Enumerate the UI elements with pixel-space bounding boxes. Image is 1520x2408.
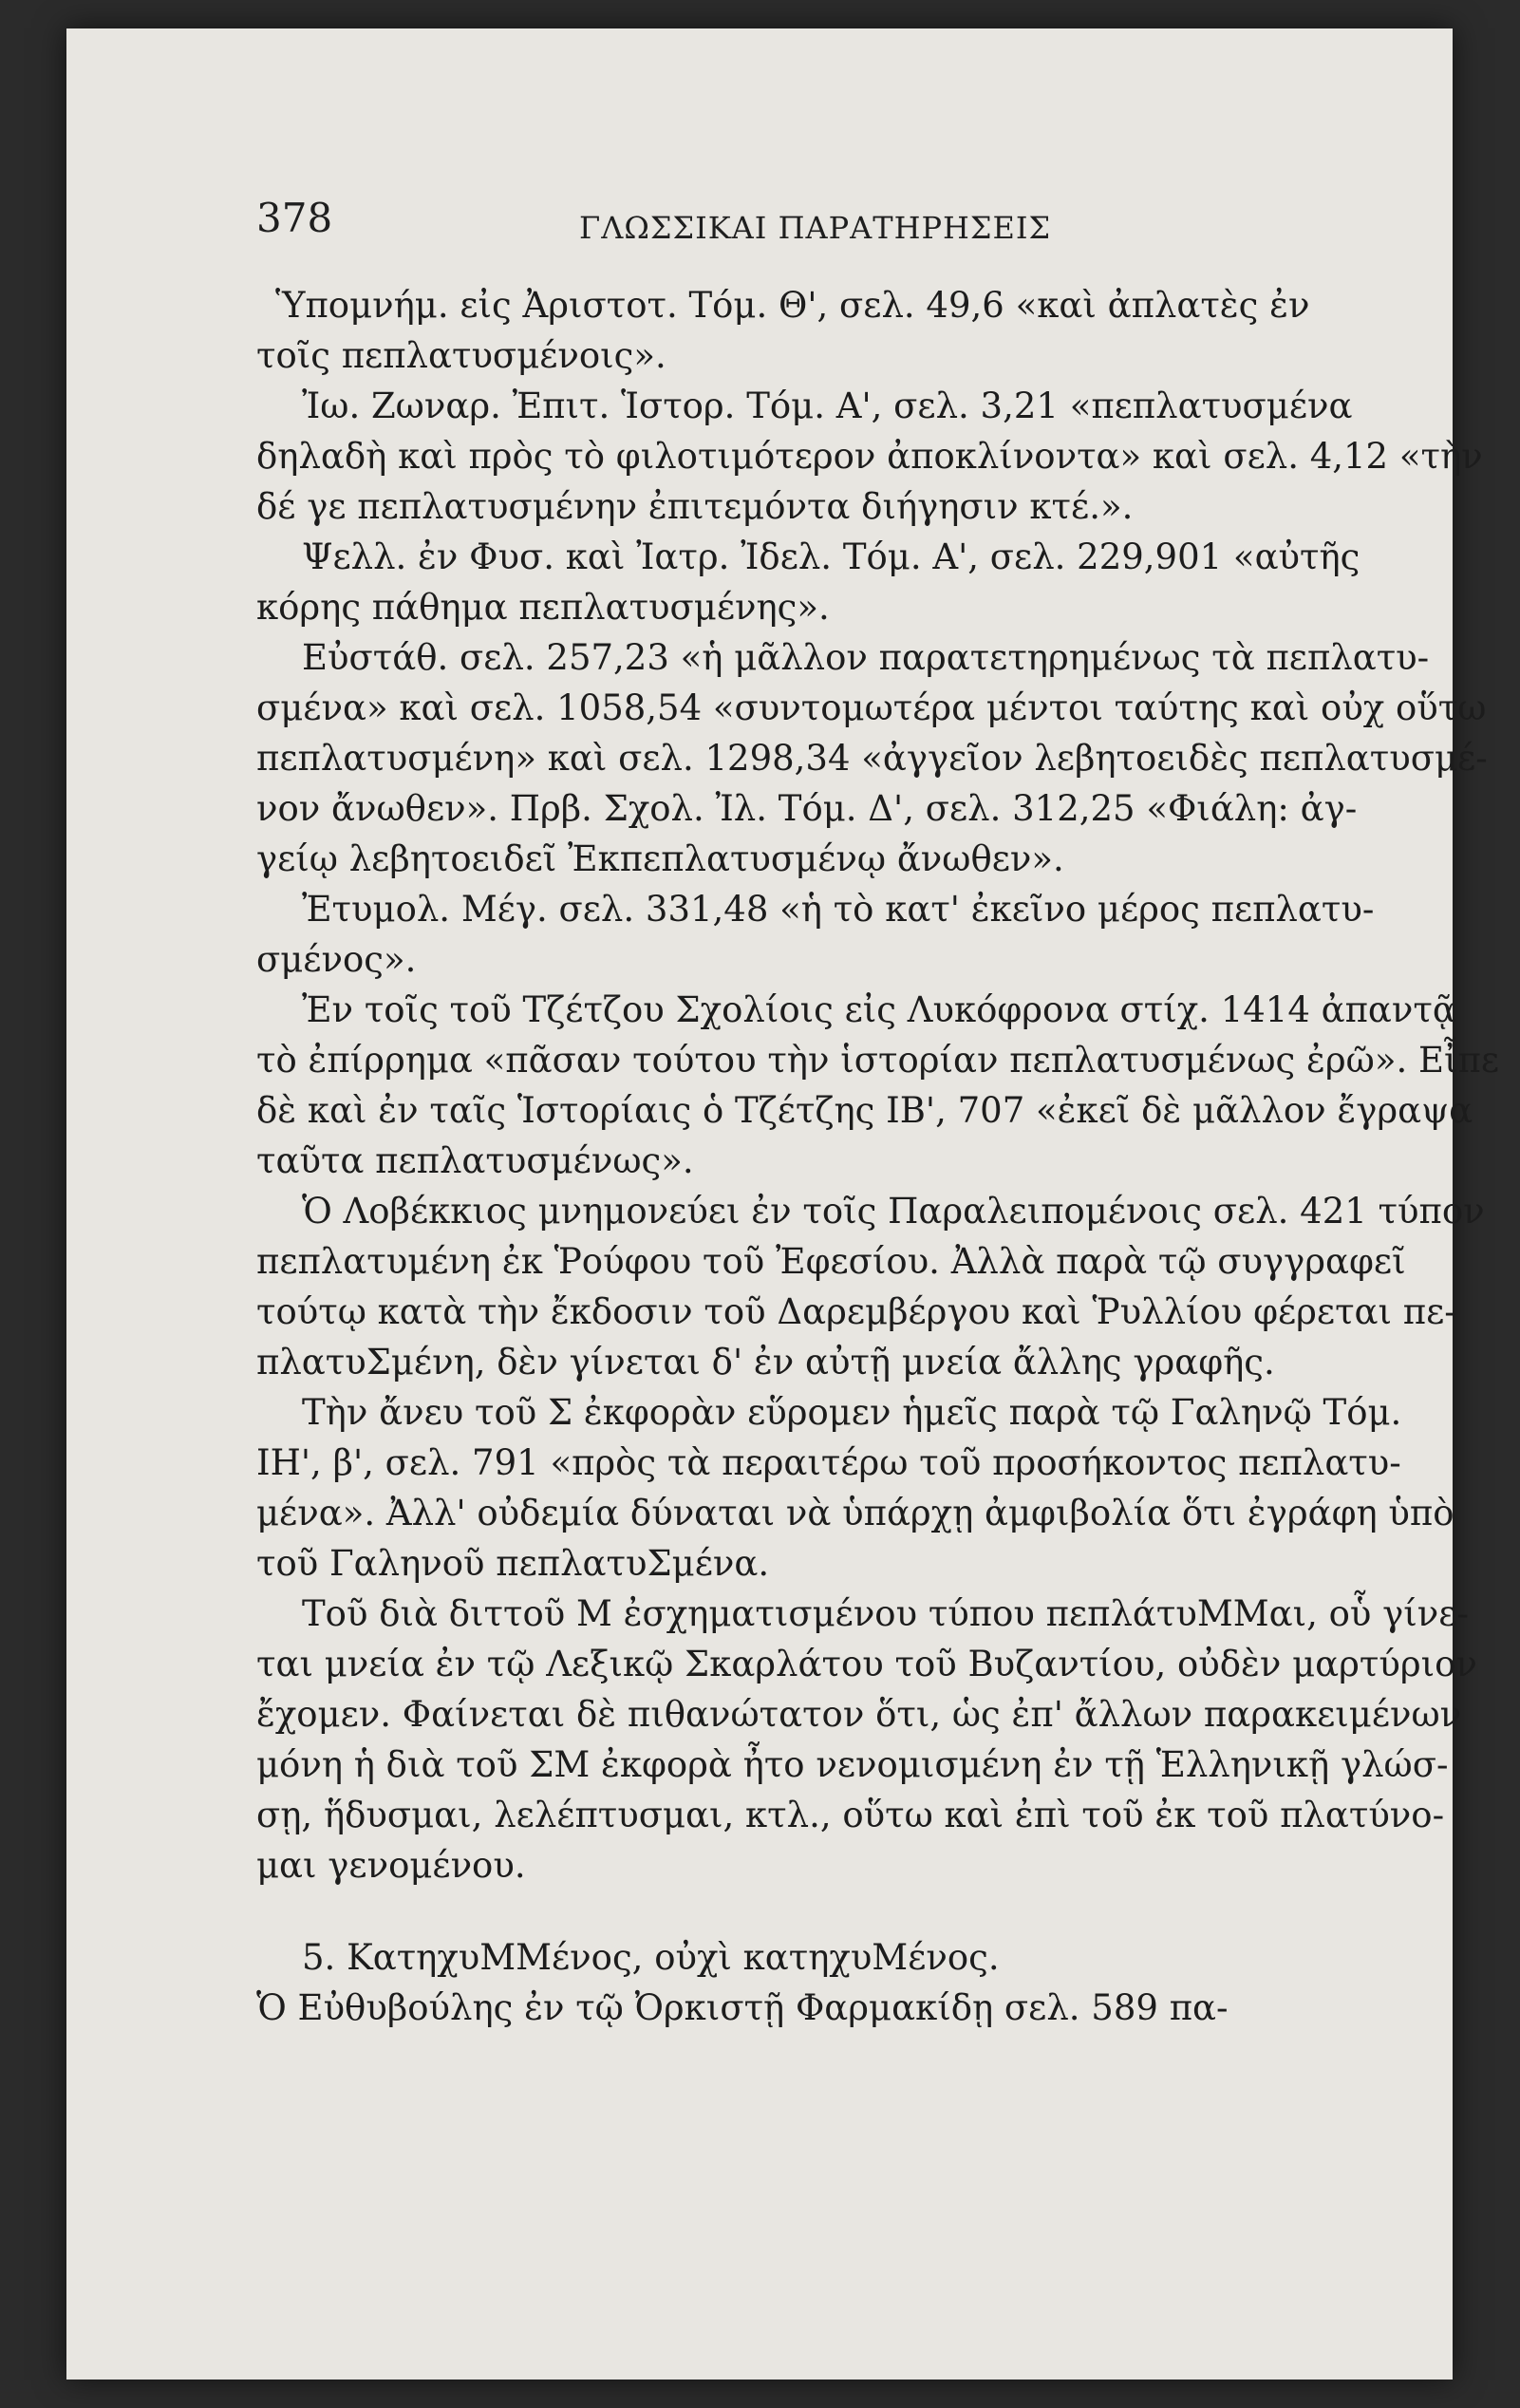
text-line: Ὑπομνήμ. εἰς Ἀριστοτ. Τόμ. Θ', σελ. 49,6 «καὶ ἀπλατὲς ἐν	[275, 285, 1310, 326]
text-line: μόνη ἡ διὰ τοῦ ΣΜ ἐκφορὰ ἦτο νενομισμένη ἐν τῇ Ἑλληνικῇ γλώσ-	[256, 1744, 1449, 1785]
text-line: νον ἄνωθεν». Πρβ. Σχολ. Ἰλ. Τόμ. Δ', σελ. 312,25 «Φιάλη: ἀγ-	[256, 788, 1358, 829]
text-line: δέ γε πεπλατυσμένην ἐπιτεμόντα διήγησιν κτέ.».	[256, 486, 1134, 527]
book-page	[66, 28, 1499, 2380]
text-line: Ψελλ. ἐν Φυσ. καὶ Ἰατρ. Ἰδελ. Τόμ. Α', σελ. 229,901 «αὐτῆς	[302, 536, 1360, 577]
text-line: τὸ ἐπίρρημα «πᾶσαν τούτου τὴν ἱστορίαν πεπλατυσμένως ἐρῶ». Εἶπε	[256, 1040, 1499, 1081]
text-line: σῃ, ἥδυσμαι, λελέπτυσμαι, κτλ., οὕτω καὶ ἐπὶ τοῦ ἐκ τοῦ πλατύνο-	[256, 1795, 1445, 1835]
text-line: σμένα» καὶ σελ. 1058,54 «συντομωτέρα μέντοι ταύτης καὶ οὐχ οὕτω	[256, 687, 1487, 728]
text-line: τοῦ Γαληνοῦ πεπλατυΣμένα.	[256, 1543, 770, 1584]
text-line: τοῖς πεπλατυσμένοις».	[256, 335, 666, 376]
running-title: ΓΛΩΣΣΙΚΑΙ ΠΑΡΑΤΗΡΗΣΕΙΣ	[579, 210, 1052, 246]
text-line: τούτῳ κατὰ τὴν ἔκδοσιν τοῦ Δαρεμβέργου καὶ Ῥυλλίου φέρεται πε-	[256, 1291, 1456, 1332]
page-header	[256, 195, 1348, 252]
text-line: δὲ καὶ ἐν ταῖς Ἱστορίαις ὁ Τζέτζης ΙΒ', 707 «ἐκεῖ δὲ μᾶλλον ἔγραψα	[256, 1090, 1473, 1131]
text-line: ταῦτα πεπλατυσμένως».	[256, 1140, 694, 1181]
text-line: Εὐστάθ. σελ. 257,23 «ἡ μᾶλλον παρατετηρημένως τὰ πεπλατυ-	[302, 637, 1430, 678]
text-line: σμένος».	[256, 939, 417, 980]
text-line: πεπλατυσμένη» καὶ σελ. 1298,34 «ἀγγεῖον λεβητοειδὲς πεπλατυσμέ-	[256, 738, 1488, 779]
text-line: ἔχομεν. Φαίνεται δὲ πιθανώτατον ὅτι, ὡς ἐπ' ἄλλων παρακειμένων	[256, 1694, 1462, 1735]
text-line: μένα». Ἀλλ' οὐδεμία δύναται νὰ ὑπάρχῃ ἀμφιβολία ὅτι ἐγράφη ὑπὸ	[256, 1493, 1454, 1533]
text-line: Ἰω. Ζωναρ. Ἐπιτ. Ἱστορ. Τόμ. Α', σελ. 3,21 «πεπλατυσμένα	[302, 386, 1353, 426]
text-line: Ἐν τοῖς τοῦ Τζέτζου Σχολίοις εἰς Λυκόφρονα στίχ. 1414 ἀπαντᾷ	[302, 989, 1456, 1030]
page-number: 378	[256, 195, 333, 241]
text-line: ΙΗ', β', σελ. 791 «πρὸς τὰ περαιτέρω τοῦ προσήκοντος πεπλατυ-	[256, 1442, 1401, 1483]
text-line: ται μνεία ἐν τῷ Λεξικῷ Σκαρλάτου τοῦ Βυζαντίου, οὐδὲν μαρτύριον	[256, 1644, 1477, 1684]
text-line: πεπλατυμένη ἐκ Ῥούφου τοῦ Ἐφεσίου. Ἀλλὰ παρὰ τῷ συγγραφεῖ	[256, 1241, 1406, 1282]
text-line: Ὁ Εὐθυβούλης ἐν τῷ Ὀρκιστῇ Φαρμακίδῃ σελ. 589 πα-	[256, 1987, 1229, 2028]
section-heading: 5. ΚατηχυΜΜένος, οὐχὶ κατηχυΜένος.	[302, 1937, 1000, 1978]
text-line: πλατυΣμένη, δὲν γίνεται δ' ἐν αὐτῇ μνεία ἄλλης γραφῆς.	[256, 1342, 1275, 1383]
text-line: μαι γενομένου.	[256, 1845, 526, 1886]
text-line: γείῳ λεβητοειδεῖ Ἐκπεπλατυσμένῳ ἄνωθεν».	[256, 838, 1064, 879]
page-body	[256, 280, 1499, 2033]
text-line: δηλαδὴ καὶ πρὸς τὸ φιλοτιμότερον ἀποκλίνοντα» καὶ σελ. 4,12 «τὴν	[256, 436, 1483, 477]
text-line: Ἐτυμολ. Μέγ. σελ. 331,48 «ἡ τὸ κατ' ἐκεῖνο μέρος πεπλατυ-	[302, 889, 1375, 930]
paragraph-gap	[256, 1891, 1443, 1932]
text-line: Ὁ Λοβέκκιος μνημονεύει ἐν τοῖς Παραλειπομένοις σελ. 421 τύπον	[302, 1191, 1485, 1232]
text-line: κόρης πάθημα πεπλατυσμένης».	[256, 587, 830, 628]
text-line: Τοῦ διὰ διττοῦ Μ ἐσχηματισμένου τύπου πεπλάτυΜΜαι, οὗ γίνε-	[302, 1593, 1469, 1634]
text-line: Τὴν ἄνευ τοῦ Σ ἐκφορὰν εὕρομεν ἡμεῖς παρὰ τῷ Γαληνῷ Τόμ.	[302, 1392, 1402, 1433]
